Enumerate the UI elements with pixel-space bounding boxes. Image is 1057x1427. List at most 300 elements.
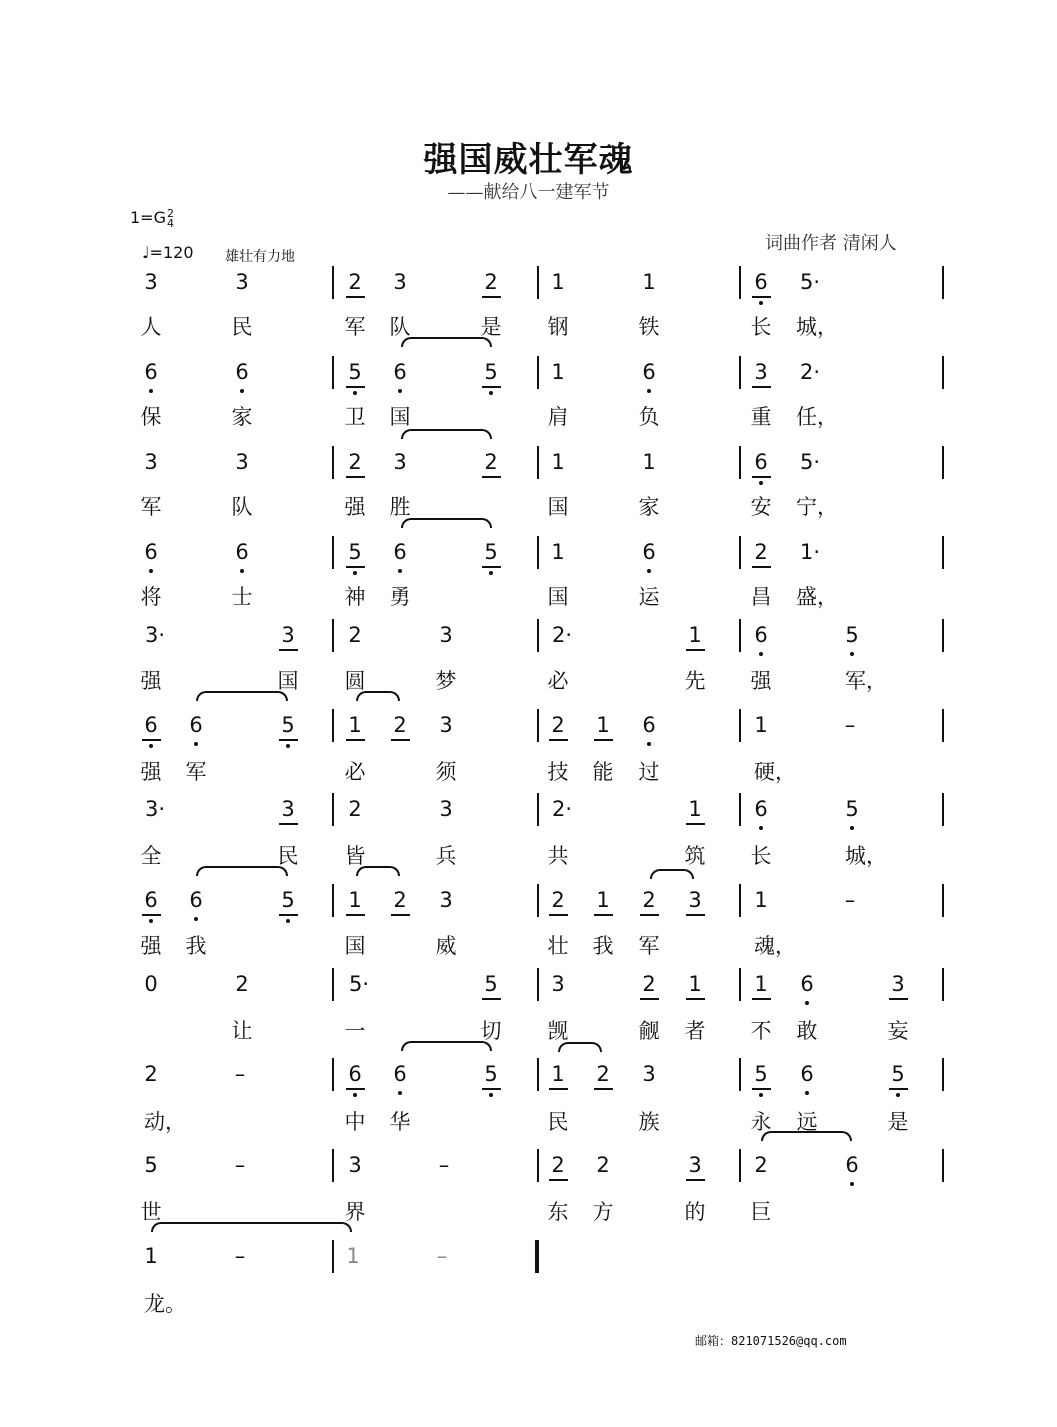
lyric: 我 — [185, 934, 207, 958]
lyric: 昌 — [750, 585, 772, 609]
note: 6 — [642, 713, 656, 737]
bar-line — [942, 536, 944, 569]
underline-beam — [686, 649, 705, 651]
underline-beam — [279, 739, 298, 741]
lyric: 须 — [435, 760, 457, 784]
lyric: 先 — [684, 669, 706, 693]
lyric: 卫 — [344, 405, 366, 429]
note: 6 — [800, 972, 814, 996]
lyric: 是 — [887, 1110, 909, 1134]
low-octave-dot — [647, 742, 651, 746]
bar-line — [537, 536, 539, 569]
note: 1 — [551, 360, 565, 384]
low-octave-dot — [759, 1093, 763, 1097]
low-octave-dot — [398, 1091, 402, 1095]
slur-arc — [401, 429, 492, 439]
slur-arc — [151, 1222, 352, 1232]
note: 5 — [484, 1062, 498, 1086]
lyric: 城， — [845, 844, 887, 868]
low-octave-dot — [647, 569, 651, 573]
underline-beam — [346, 386, 365, 388]
lyric: 圆 — [344, 669, 366, 693]
note: – — [438, 1153, 450, 1177]
note: – — [844, 888, 856, 912]
underline-beam — [549, 914, 568, 916]
note: 1 — [754, 713, 768, 737]
bar-line — [332, 536, 334, 569]
note: 6 — [144, 888, 158, 912]
lyric: 家 — [231, 405, 253, 429]
bar-line — [537, 793, 539, 826]
underline-beam — [482, 1088, 501, 1090]
lyric: 技 — [547, 760, 569, 784]
time-numerator: 2 — [166, 206, 174, 220]
underline-beam — [482, 998, 501, 1000]
note: 1 — [551, 270, 565, 294]
bar-line — [739, 793, 741, 826]
low-octave-dot — [149, 569, 153, 573]
note: 2 — [642, 888, 656, 912]
bar-line — [942, 709, 944, 742]
underline-beam — [482, 476, 501, 478]
underline-beam — [346, 296, 365, 298]
note: 5 — [845, 797, 859, 821]
lyric: 永 — [750, 1110, 772, 1134]
lyric: 全 — [140, 844, 162, 868]
lyric: 民 — [547, 1110, 569, 1134]
underline-beam — [482, 296, 501, 298]
note: 3 — [393, 450, 407, 474]
lyric: 重 — [750, 405, 772, 429]
lyric: 国 — [547, 585, 569, 609]
underline-beam — [391, 914, 410, 916]
lyric: 队 — [231, 495, 253, 519]
bar-line — [537, 446, 539, 479]
note: 2· — [551, 623, 573, 647]
lyric: 觊 — [547, 1019, 569, 1043]
slur-arc — [558, 1042, 602, 1052]
note: 5 — [281, 713, 295, 737]
lyric: 共 — [547, 844, 569, 868]
lyric: 筑 — [684, 844, 706, 868]
bar-line — [537, 356, 539, 389]
note: – — [234, 1062, 246, 1086]
email-footer: 邮箱：821071526@qq.com — [695, 1334, 847, 1348]
note: 5 — [144, 1153, 158, 1177]
lyric: 勇 — [389, 585, 411, 609]
lyric: 军， — [845, 669, 887, 693]
low-octave-dot — [647, 389, 651, 393]
bar-line — [942, 266, 944, 299]
lyric: 魂， — [754, 934, 796, 958]
low-octave-dot — [149, 389, 153, 393]
lyric: 皆 — [344, 844, 366, 868]
note: 3· — [144, 797, 166, 821]
lyric: 我 — [592, 934, 614, 958]
note: 2 — [348, 797, 362, 821]
lyric: 华 — [389, 1110, 411, 1134]
bar-line — [739, 884, 741, 917]
tempo-mark — [142, 243, 194, 262]
bar-line — [537, 266, 539, 299]
bar-line — [942, 793, 944, 826]
key-label: 1=G — [130, 208, 166, 227]
lyric: 长 — [750, 844, 772, 868]
note: 1 — [642, 270, 656, 294]
bar-line — [739, 266, 741, 299]
note: 1 — [348, 888, 362, 912]
note: 6 — [235, 360, 249, 384]
underline-beam — [142, 739, 161, 741]
lyric: 觎 — [638, 1019, 660, 1043]
note: 6 — [754, 270, 768, 294]
note: 2 — [754, 540, 768, 564]
note: 2 — [642, 972, 656, 996]
note: 2 — [348, 623, 362, 647]
note: 3 — [235, 450, 249, 474]
bar-line — [332, 446, 334, 479]
note: 6 — [393, 540, 407, 564]
lyric: 者 — [684, 1019, 706, 1043]
lyric: 必 — [344, 760, 366, 784]
note: 3 — [688, 1153, 702, 1177]
lyric: 妄 — [887, 1019, 909, 1043]
underline-beam — [752, 1088, 771, 1090]
lyric: 切 — [480, 1019, 502, 1043]
bar-line — [942, 884, 944, 917]
bar-line — [739, 446, 741, 479]
note: 2· — [551, 797, 573, 821]
underline-beam — [346, 739, 365, 741]
note: 6 — [393, 1062, 407, 1086]
low-octave-dot — [489, 1093, 493, 1097]
note: 1 — [596, 713, 610, 737]
note: 5 — [845, 623, 859, 647]
low-octave-dot — [759, 652, 763, 656]
underline-beam — [279, 649, 298, 651]
note: 5 — [484, 360, 498, 384]
note: 5 — [891, 1062, 905, 1086]
note: 6 — [800, 1062, 814, 1086]
lyric: 将 — [140, 585, 162, 609]
lyric: 国 — [277, 669, 299, 693]
note: 3 — [439, 888, 453, 912]
lyric: 强 — [344, 495, 366, 519]
note: 3 — [439, 797, 453, 821]
note: 3 — [235, 270, 249, 294]
bar-line — [942, 619, 944, 652]
note: 1 — [688, 623, 702, 647]
note: 1 — [348, 713, 362, 737]
note: 2· — [799, 360, 821, 384]
low-octave-dot — [149, 744, 153, 748]
bar-line — [537, 1058, 539, 1091]
underline-beam — [346, 566, 365, 568]
note: 6 — [144, 360, 158, 384]
note: 6 — [348, 1062, 362, 1086]
lyric: 强 — [140, 760, 162, 784]
note: 6 — [642, 540, 656, 564]
note: 1 — [642, 450, 656, 474]
note: 6 — [144, 713, 158, 737]
slur-arc — [356, 691, 400, 701]
note: 2 — [484, 270, 498, 294]
low-octave-dot — [759, 481, 763, 485]
lyric: 动， — [144, 1110, 186, 1134]
bar-line — [332, 968, 334, 1001]
lyric: 远 — [796, 1110, 818, 1134]
lyric: 长 — [750, 315, 772, 339]
underline-beam — [279, 914, 298, 916]
note: 6 — [144, 540, 158, 564]
lyric: 队 — [389, 315, 411, 339]
lyric: 巨 — [750, 1200, 772, 1224]
underline-beam — [686, 998, 705, 1000]
underline-beam — [482, 566, 501, 568]
slur-arc — [196, 866, 288, 876]
underline-beam — [686, 914, 705, 916]
lyric: 任， — [796, 405, 838, 429]
underline-beam — [594, 1088, 613, 1090]
low-octave-dot — [398, 569, 402, 573]
note: 2 — [596, 1153, 610, 1177]
lyric: 壮 — [547, 934, 569, 958]
lyric: 过 — [638, 760, 660, 784]
note: 5 — [281, 888, 295, 912]
note: 6 — [754, 797, 768, 821]
quarter-note-icon: ♩ — [142, 243, 150, 262]
bar-line — [537, 619, 539, 652]
low-octave-dot — [850, 652, 854, 656]
lyric: 民 — [277, 844, 299, 868]
note: 1· — [799, 540, 821, 564]
low-octave-dot — [805, 1001, 809, 1005]
lyric: 钢 — [547, 315, 569, 339]
note: 1 — [596, 888, 610, 912]
underline-beam — [482, 386, 501, 388]
note: 3 — [393, 270, 407, 294]
note: 5 — [348, 540, 362, 564]
lyric: 的 — [684, 1200, 706, 1224]
note: 2 — [551, 713, 565, 737]
bar-line — [739, 1149, 741, 1182]
note: 3 — [754, 360, 768, 384]
note: 1 — [688, 797, 702, 821]
score-subtitle: ——献给八一建军节 — [447, 182, 610, 203]
note: 2 — [235, 972, 249, 996]
lyric: 强 — [750, 669, 772, 693]
lyric: 民 — [231, 315, 253, 339]
note: 2 — [393, 713, 407, 737]
lyric: 族 — [638, 1110, 660, 1134]
lyric: 能 — [592, 760, 614, 784]
note: 1 — [346, 1244, 360, 1268]
lyric: 兵 — [435, 844, 457, 868]
note: 2 — [348, 270, 362, 294]
lyric: 宁， — [796, 495, 838, 519]
note: 3 — [439, 713, 453, 737]
note: 5 — [754, 1062, 768, 1086]
note: 5 — [348, 360, 362, 384]
underline-beam — [889, 1088, 908, 1090]
lyric: 家 — [638, 495, 660, 519]
lyric: 是 — [480, 315, 502, 339]
note: 3· — [144, 623, 166, 647]
low-octave-dot — [759, 826, 763, 830]
note: 3 — [891, 972, 905, 996]
note: – — [844, 713, 856, 737]
note: 2 — [596, 1062, 610, 1086]
lyric: 军 — [638, 934, 660, 958]
lyric: 国 — [389, 405, 411, 429]
note: 6 — [754, 623, 768, 647]
low-octave-dot — [353, 571, 357, 575]
slur-arc — [401, 518, 492, 528]
underline-beam — [889, 998, 908, 1000]
bar-line — [332, 793, 334, 826]
underline-beam — [346, 914, 365, 916]
bar-line — [739, 1058, 741, 1091]
low-octave-dot — [240, 569, 244, 573]
low-octave-dot — [286, 744, 290, 748]
underline-beam — [752, 476, 771, 478]
low-octave-dot — [194, 742, 198, 746]
slur-arc — [401, 1041, 492, 1051]
lyric: 军 — [344, 315, 366, 339]
bar-line — [942, 446, 944, 479]
lyric: 威 — [435, 934, 457, 958]
bar-line — [537, 968, 539, 1001]
low-octave-dot — [896, 1093, 900, 1097]
note: 3 — [144, 450, 158, 474]
lyric: 中 — [344, 1110, 366, 1134]
note: – — [436, 1244, 448, 1268]
bar-line — [942, 1149, 944, 1182]
note: 6 — [642, 360, 656, 384]
lyric: 方 — [592, 1200, 614, 1224]
bar-line — [332, 619, 334, 652]
note: 5· — [799, 270, 821, 294]
low-octave-dot — [240, 389, 244, 393]
lyric: 世 — [140, 1200, 162, 1224]
underline-beam — [752, 386, 771, 388]
low-octave-dot — [489, 571, 493, 575]
bar-line — [537, 884, 539, 917]
lyric: 东 — [547, 1200, 569, 1224]
lyric: 肩 — [547, 405, 569, 429]
lyric: 国 — [344, 934, 366, 958]
note: 6 — [189, 713, 203, 737]
bar-line — [332, 356, 334, 389]
low-octave-dot — [149, 919, 153, 923]
lyric: 让 — [231, 1019, 253, 1043]
slur-arc — [356, 866, 400, 876]
note: 2 — [551, 1153, 565, 1177]
low-octave-dot — [759, 301, 763, 305]
lyric: 人 — [140, 315, 162, 339]
underline-beam — [686, 823, 705, 825]
note: 1 — [688, 972, 702, 996]
bar-line — [332, 1058, 334, 1091]
lyric: 必 — [547, 669, 569, 693]
lyric: 城， — [796, 315, 838, 339]
underline-beam — [549, 739, 568, 741]
bar-line — [942, 968, 944, 1001]
note: 3 — [642, 1062, 656, 1086]
note: 5· — [799, 450, 821, 474]
note: 3 — [144, 270, 158, 294]
note: 2 — [144, 1062, 158, 1086]
time-signature — [166, 206, 174, 230]
underline-beam — [346, 476, 365, 478]
final-bar-line — [535, 1240, 539, 1273]
note: – — [234, 1244, 246, 1268]
note: – — [234, 1153, 246, 1177]
note: 6 — [393, 360, 407, 384]
note: 2 — [754, 1153, 768, 1177]
lyric: 负 — [638, 405, 660, 429]
lyric: 不 — [750, 1019, 772, 1043]
underline-beam — [391, 739, 410, 741]
note: 3 — [348, 1153, 362, 1177]
score-title: 强国威壮军魂 — [423, 140, 634, 180]
lyric: 安 — [750, 495, 772, 519]
note: 1 — [754, 888, 768, 912]
note: 5 — [484, 972, 498, 996]
underline-beam — [640, 914, 659, 916]
underline-beam — [594, 739, 613, 741]
slur-arc — [401, 337, 492, 347]
note: 2 — [393, 888, 407, 912]
note: 3 — [281, 623, 295, 647]
underline-beam — [752, 566, 771, 568]
lyric: 保 — [140, 405, 162, 429]
low-octave-dot — [805, 1091, 809, 1095]
lyric: 界 — [344, 1200, 366, 1224]
low-octave-dot — [850, 1182, 854, 1186]
low-octave-dot — [850, 826, 854, 830]
low-octave-dot — [489, 391, 493, 395]
bar-line — [537, 709, 539, 742]
bar-line — [332, 709, 334, 742]
low-octave-dot — [398, 389, 402, 393]
underline-beam — [142, 914, 161, 916]
note: 6 — [189, 888, 203, 912]
bar-line — [739, 709, 741, 742]
underline-beam — [640, 998, 659, 1000]
lyric: 强 — [140, 934, 162, 958]
underline-beam — [549, 1088, 568, 1090]
slur-arc — [650, 869, 694, 879]
slur-arc — [761, 1131, 852, 1141]
low-octave-dot — [353, 391, 357, 395]
underline-beam — [594, 914, 613, 916]
underline-beam — [752, 296, 771, 298]
bar-line — [739, 536, 741, 569]
note: 6 — [754, 450, 768, 474]
bar-line — [332, 266, 334, 299]
note: 1 — [551, 1062, 565, 1086]
note: 5· — [348, 972, 370, 996]
note: 3 — [551, 972, 565, 996]
key-signature — [130, 208, 174, 229]
low-octave-dot — [286, 919, 290, 923]
slur-arc — [196, 691, 288, 701]
lyric: 运 — [638, 585, 660, 609]
underline-beam — [549, 1179, 568, 1181]
underline-beam — [686, 1179, 705, 1181]
note: 2 — [484, 450, 498, 474]
